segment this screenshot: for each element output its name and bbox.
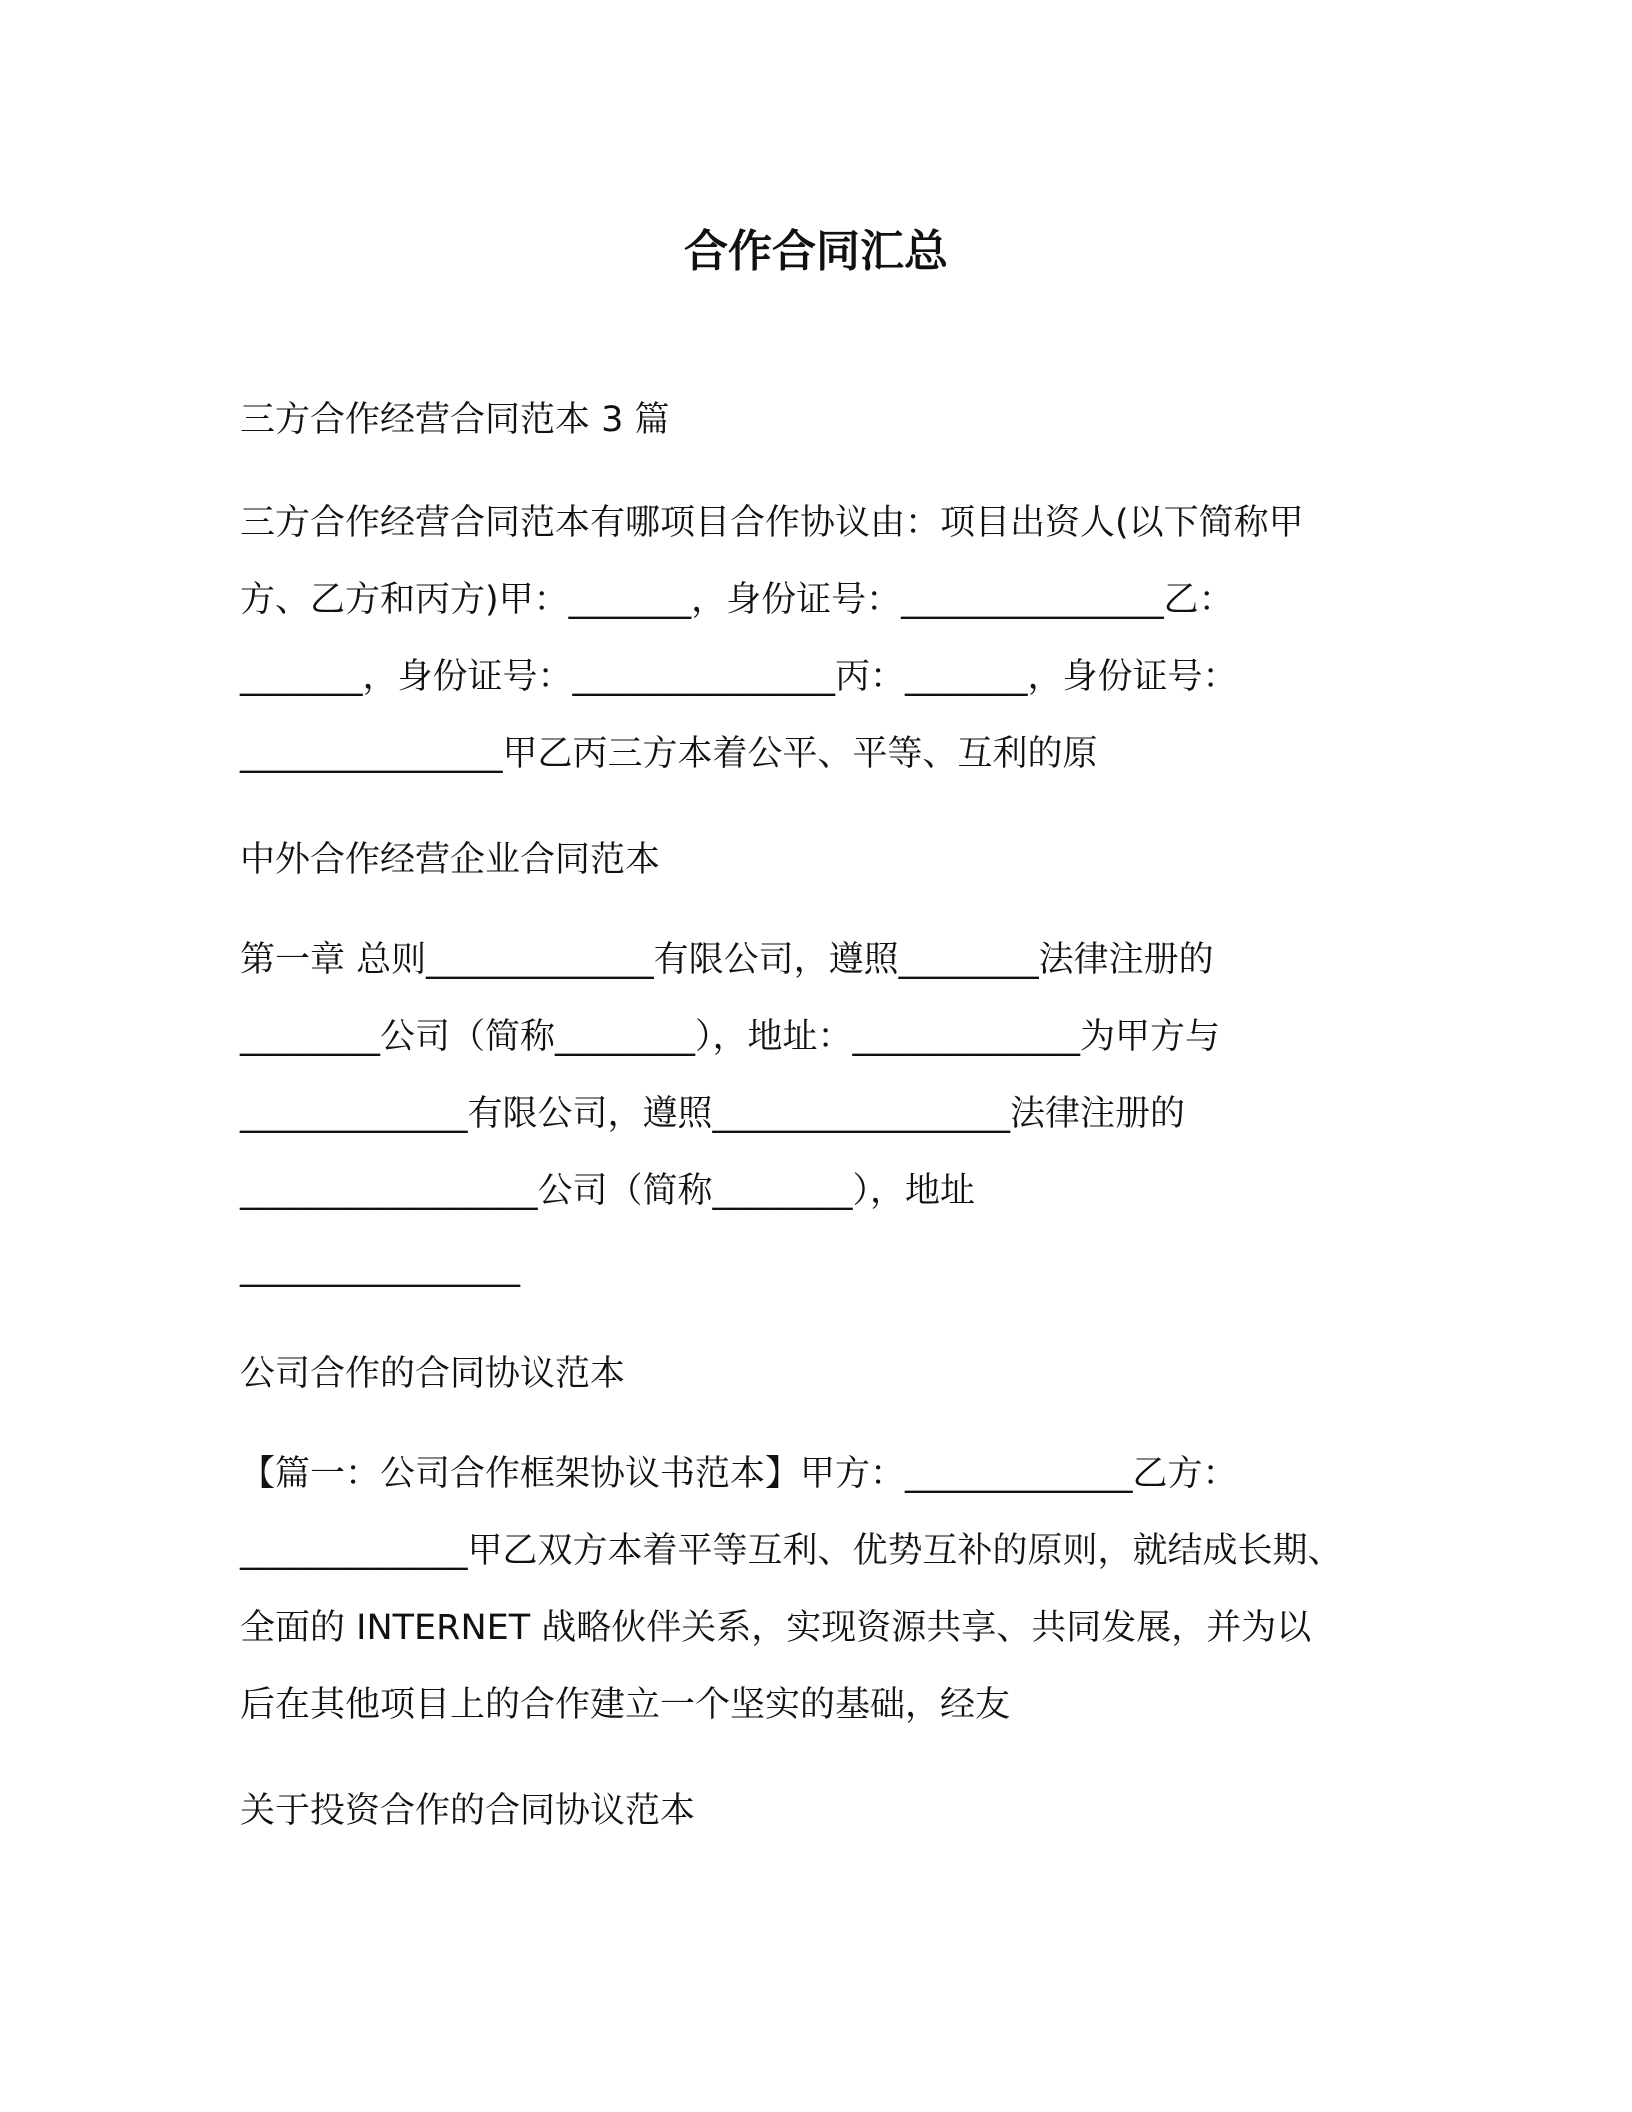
paragraph-line: 方、乙方和丙方)甲：_______，身份证号：_______________乙： [240, 580, 1234, 620]
paragraph-line: _________________公司（简称________），地址 [240, 1171, 976, 1211]
section-paragraph-1 [240, 485, 1440, 793]
paragraph-line: 全面的 INTERNET 战略伙伴关系，实现资源共享、共同发展，并为以 [240, 1608, 1312, 1648]
paragraph-line: ________________ [240, 1248, 520, 1288]
paragraph-line: _____________甲乙双方本着平等互利、优势互补的原则，就结成长期、 [240, 1531, 1343, 1571]
paragraph-line: 第一章 总则_____________有限公司，遵照________法律注册的 [240, 940, 1214, 980]
paragraph-line: 三方合作经营合同范本有哪项目合作协议由：项目出资人(以下简称甲 [240, 503, 1304, 543]
paragraph-line: _______，身份证号：_______________丙：_______，身份证号： [240, 657, 1238, 697]
section-heading-3: 公司合作的合同协议范本 [240, 1354, 626, 1394]
section-heading-1: 三方合作经营合同范本 3 篇 [240, 400, 670, 440]
paragraph-line: _____________有限公司，遵照_________________法律注册的 [240, 1094, 1186, 1134]
section-paragraph-3 [240, 1436, 1440, 1744]
paragraph-line: 【篇一：公司合作框架协议书范本】甲方：_____________乙方： [240, 1454, 1238, 1494]
paragraph-line: _______________甲乙丙三方本着公平、平等、互利的原 [240, 734, 1098, 774]
section-heading-2: 中外合作经营企业合同范本 [240, 840, 661, 880]
paragraph-line: 后在其他项目上的合作建立一个坚实的基础，经友 [240, 1685, 1011, 1725]
paragraph-line: ________公司（简称________），地址：_____________为甲方与 [240, 1017, 1221, 1057]
document-title: 合作合同汇总 [684, 226, 948, 277]
section-paragraph-2 [240, 922, 1440, 1307]
section-heading-4: 关于投资合作的合同协议范本 [240, 1791, 696, 1831]
